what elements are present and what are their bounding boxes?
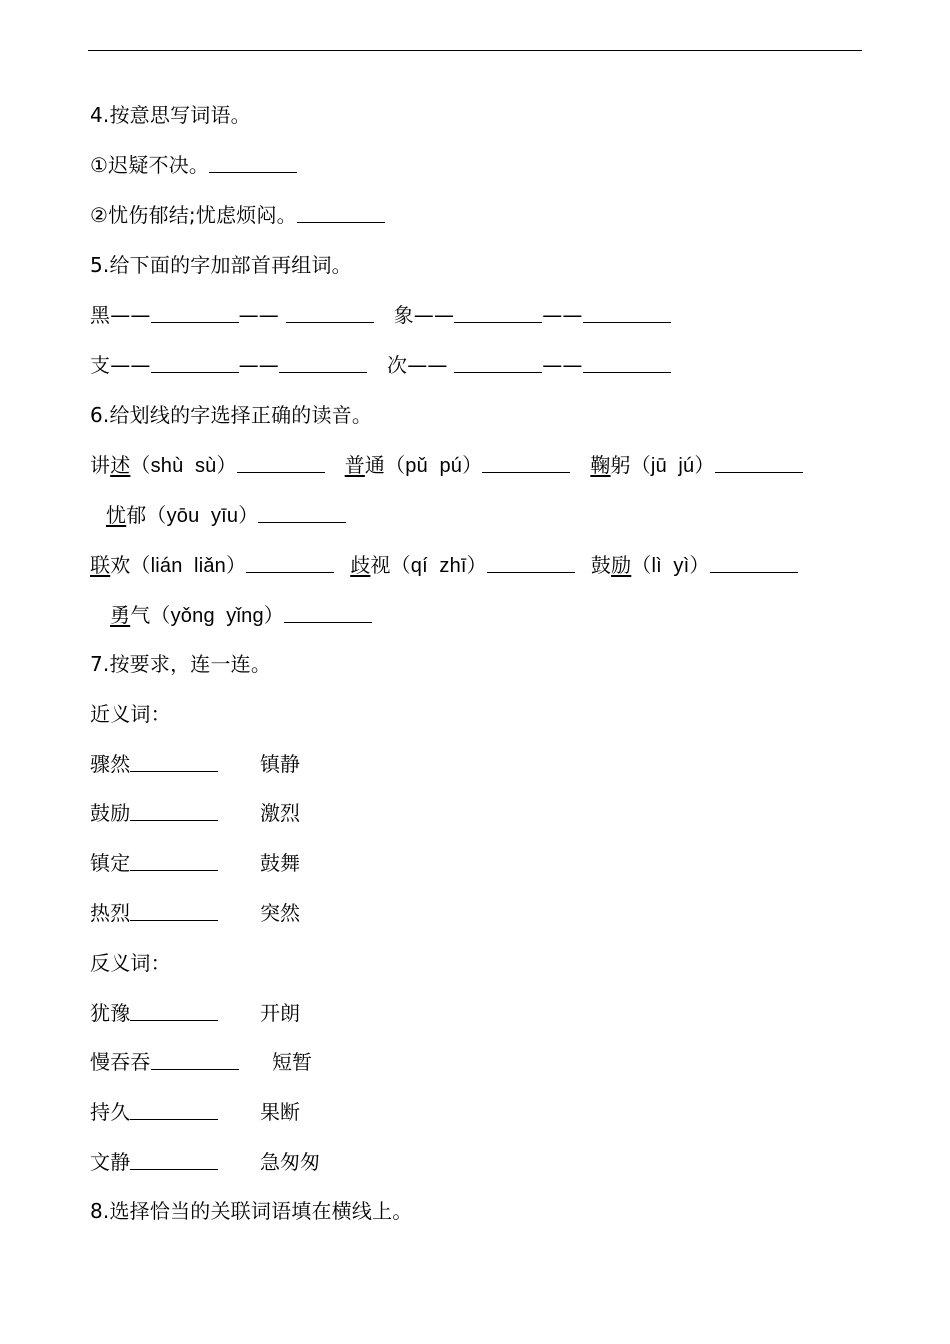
q6-underlined-char: 忧 — [106, 503, 127, 527]
match-left-word: 文静 — [90, 1150, 131, 1174]
match-left-word: 慢吞吞 — [90, 1050, 151, 1074]
match-row — [90, 1097, 218, 1127]
q6-char: 讲 — [90, 453, 111, 477]
match-left-word: 骤然 — [90, 752, 131, 776]
dash: —— — [542, 353, 583, 377]
answer-blank[interactable] — [130, 1097, 218, 1120]
answer-blank[interactable] — [583, 300, 671, 323]
q6-underlined-char: 述 — [110, 453, 131, 477]
match-right-word: 短暂 — [272, 1050, 312, 1074]
q5-row-1 — [90, 300, 671, 330]
q5-title: 5.给下面的字加部首再组词。 — [90, 253, 352, 277]
match-right-word: 镇静 — [260, 752, 300, 776]
dash: —— — [413, 303, 455, 327]
q6-item — [90, 553, 334, 577]
q4-title: 4.按意思写词语。 — [90, 103, 251, 127]
match-row — [90, 998, 218, 1028]
q6-pinyin: （lì yì） — [631, 555, 710, 577]
q6-item — [106, 503, 346, 527]
q6-underlined-char: 励 — [611, 553, 632, 577]
match-left-word: 鼓励 — [90, 801, 131, 825]
header-rule — [88, 50, 862, 51]
match-left-word: 犹豫 — [90, 1001, 131, 1025]
answer-blank[interactable] — [151, 1047, 239, 1070]
q6-underlined-char: 普 — [344, 453, 365, 477]
answer-blank[interactable] — [130, 998, 218, 1021]
answer-blank[interactable] — [454, 300, 542, 323]
dash: —— — [110, 353, 151, 377]
answer-blank[interactable] — [130, 749, 218, 772]
q5-char: 支 — [90, 353, 111, 377]
match-right-word: 开朗 — [260, 1001, 300, 1025]
q6-char: 郁 — [126, 503, 147, 527]
antonyms-label: 反义词： — [90, 951, 171, 975]
q6-pinyin: （jū jú） — [630, 455, 715, 477]
q6-underlined-char: 联 — [90, 553, 111, 577]
q6-item — [345, 453, 571, 477]
q6-pinyin: （pǔ pú） — [385, 455, 483, 477]
q6-pinyin: （yǒng yǐng） — [150, 605, 284, 627]
q6-row-2 — [106, 500, 346, 530]
match-row — [90, 1147, 218, 1177]
q6-item — [90, 453, 325, 477]
match-row — [90, 749, 218, 779]
match-right-word: 鼓舞 — [260, 851, 300, 875]
q6-row-4 — [110, 600, 372, 630]
q7-title: 7.按要求，连一连。 — [90, 652, 272, 676]
match-row — [90, 1047, 239, 1077]
answer-blank[interactable] — [279, 350, 367, 373]
match-right-word: 果断 — [260, 1100, 300, 1124]
q6-item — [591, 553, 798, 577]
q6-char: 欢 — [110, 553, 131, 577]
match-right-word: 激烈 — [260, 801, 300, 825]
q6-title: 6.给划线的字选择正确的读音。 — [90, 403, 373, 427]
match-row — [90, 898, 218, 928]
match-row — [90, 848, 218, 878]
match-row — [90, 798, 218, 828]
answer-blank[interactable] — [151, 300, 239, 323]
answer-blank[interactable] — [130, 848, 218, 871]
q6-char: 通 — [364, 453, 386, 477]
answer-blank[interactable] — [151, 350, 239, 373]
synonyms-label: 近义词： — [90, 702, 171, 726]
q6-pinyin: （yōu yīu） — [146, 505, 259, 527]
answer-blank[interactable] — [130, 798, 218, 821]
q6-item — [350, 553, 575, 577]
q4-item-2-text: ②忧伤郁结;忧虑烦闷。 — [90, 203, 297, 227]
q4-item-1 — [90, 150, 297, 180]
q6-row-3 — [90, 550, 798, 580]
answer-blank[interactable] — [454, 350, 542, 373]
q6-underlined-char: 鞠 — [590, 453, 611, 477]
answer-blank[interactable] — [284, 600, 372, 623]
q6-underlined-char: 勇 — [110, 603, 131, 627]
answer-blank[interactable] — [715, 450, 803, 473]
q6-row-1 — [90, 450, 803, 480]
q6-pinyin: （qí zhī） — [390, 555, 487, 577]
q6-underlined-char: 歧 — [350, 553, 371, 577]
q4-item-1-text: ①迟疑不决。 — [90, 153, 210, 177]
match-right-word: 急匆匆 — [260, 1150, 320, 1174]
match-left-word: 持久 — [90, 1100, 131, 1124]
dash: —— — [238, 353, 280, 377]
answer-blank[interactable] — [482, 450, 570, 473]
q6-char: 躬 — [610, 453, 631, 477]
q8-title: 8.选择恰当的关联词语填在横线上。 — [90, 1199, 413, 1223]
answer-blank[interactable] — [297, 200, 385, 223]
q6-char: 视 — [370, 553, 391, 577]
q6-pinyin: （lián liǎn） — [130, 555, 247, 577]
match-right-word: 突然 — [260, 901, 300, 925]
q6-item — [110, 603, 372, 627]
q5-char: 象 — [393, 303, 414, 327]
answer-blank[interactable] — [583, 350, 671, 373]
answer-blank[interactable] — [286, 300, 374, 323]
answer-blank[interactable] — [209, 150, 297, 173]
q5-char: 次 — [387, 353, 408, 377]
dash: —— — [542, 303, 583, 327]
answer-blank[interactable] — [487, 550, 575, 573]
q4-item-2 — [90, 200, 385, 230]
q5-row-2 — [90, 350, 671, 380]
q6-pinyin: （shù sù） — [130, 455, 237, 477]
q6-item — [590, 453, 802, 477]
q5-char: 黑 — [90, 303, 111, 327]
answer-blank[interactable] — [130, 1147, 218, 1170]
match-left-word: 镇定 — [90, 851, 131, 875]
q6-char: 鼓 — [590, 553, 612, 577]
answer-blank[interactable] — [246, 550, 334, 573]
q6-char: 气 — [130, 603, 151, 627]
answer-blank[interactable] — [710, 550, 798, 573]
dash: —— — [407, 353, 448, 377]
dash: —— — [110, 303, 151, 327]
answer-blank[interactable] — [237, 450, 325, 473]
answer-blank[interactable] — [258, 500, 346, 523]
dash: —— — [238, 303, 280, 327]
answer-blank[interactable] — [130, 898, 218, 921]
match-left-word: 热烈 — [90, 901, 131, 925]
